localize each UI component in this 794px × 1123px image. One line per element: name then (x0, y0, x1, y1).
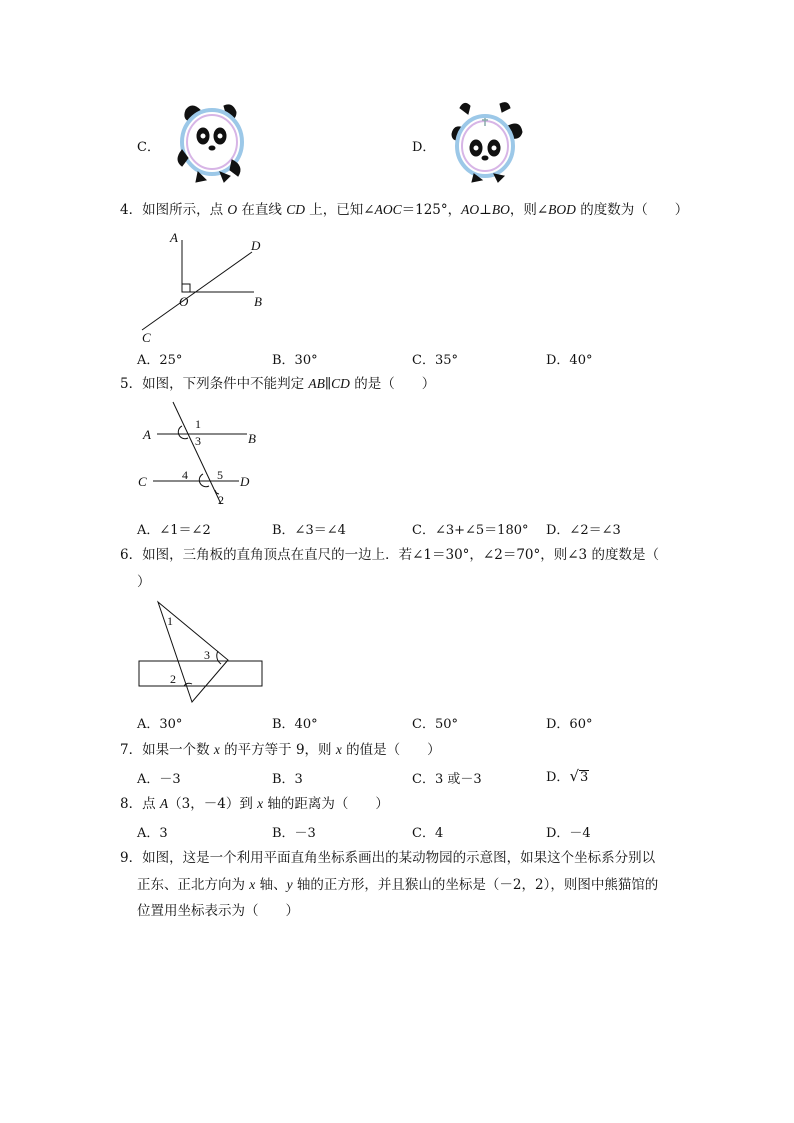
q3-option-d-label: D． (412, 140, 436, 155)
q5-option-d[interactable]: D．∠2＝∠3 (546, 523, 621, 538)
q6-option-a[interactable]: A．30° (137, 717, 183, 732)
angle-5-label: 5 (217, 468, 223, 482)
angle-1-label: 1 (167, 614, 173, 628)
angle-3-label: 3 (195, 434, 201, 448)
q8-option-a[interactable]: A．3 (137, 826, 168, 841)
q3-option-c-mascot-image (172, 100, 252, 188)
label-d: D (240, 474, 250, 489)
q5-option-c[interactable]: C．∠3+∠5＝180° (412, 523, 529, 538)
question-9-stem-line1: 9．如图，这是一个利用平面直角坐标系画出的某动物园的示意图，如果这个坐标系分别以 (120, 850, 656, 866)
q7-option-c[interactable]: C．3 或－3 (412, 772, 482, 787)
label-c: C (138, 474, 147, 489)
q4-option-b[interactable]: B．30° (272, 353, 318, 368)
angle-arc-upper (178, 426, 188, 439)
label-b: B (254, 294, 262, 309)
question-9-stem-line2: 正东、正北方向为 x 轴、y 轴的正方形，并且猴山的坐标是（－2，2），则图中熊猫馆的 (137, 877, 659, 893)
q4-option-a[interactable]: A．25° (137, 353, 183, 368)
question-6-figure (136, 598, 266, 708)
q6-option-c[interactable]: C．50° (412, 717, 458, 732)
right-angle-mark (182, 284, 190, 292)
q3-option-c-label: C． (137, 140, 160, 155)
q8-option-b[interactable]: B．－3 (272, 826, 316, 841)
question-5-figure (135, 398, 265, 514)
question-4-stem: 4．如图所示，点 O 在直线 CD 上，已知∠AOC＝125°，AO⊥BO，则∠BOD 的度数为（ ） (120, 202, 689, 218)
q7-option-a[interactable]: A．－3 (137, 772, 181, 787)
q7-option-d[interactable]: D．√3 (546, 767, 589, 785)
question-7-stem: 7．如果一个数 x 的平方等于 9，则 x 的值是（ ） (120, 742, 441, 758)
q4-option-d[interactable]: D．40° (546, 353, 593, 368)
label-o: O (179, 294, 189, 309)
q8-option-d[interactable]: D．－4 (546, 826, 591, 841)
ruler (139, 661, 262, 686)
q6-option-b[interactable]: B．40° (272, 717, 318, 732)
question-4-figure (130, 224, 280, 348)
angle-2-label: 2 (218, 493, 224, 507)
angle-2-label: 2 (170, 672, 176, 686)
q5-option-b[interactable]: B．∠3＝∠4 (272, 523, 346, 538)
angle-1-label: 1 (195, 417, 201, 431)
q3-option-d-mascot-image (444, 98, 528, 188)
label-a: A (170, 230, 178, 245)
question-5-stem: 5．如图，下列条件中不能判定 AB∥CD 的是（ ） (120, 376, 436, 392)
label-b: B (248, 431, 256, 446)
question-6-stem-line2: ） (137, 574, 151, 590)
q5-option-a[interactable]: A．∠1＝∠2 (137, 523, 211, 538)
label-d: D (251, 238, 261, 253)
label-c: C (142, 330, 151, 344)
line-cd (142, 252, 252, 330)
q7-option-b[interactable]: B．3 (272, 772, 303, 787)
angle-4-label: 4 (182, 468, 188, 482)
question-6-stem-line1: 6．如图，三角板的直角顶点在直尺的一边上．若∠1＝30°，∠2＝70°，则∠3 的度数是（ (120, 547, 659, 563)
angle-3-label: 3 (204, 648, 210, 662)
question-8-stem: 8．点 A（3，－4）到 x 轴的距离为（ ） (120, 796, 389, 812)
label-a: A (143, 427, 151, 442)
question-9-stem-line3: 位置用坐标表示为（ ） (137, 903, 299, 919)
q8-option-c[interactable]: C．4 (412, 826, 444, 841)
q4-option-c[interactable]: C．35° (412, 353, 458, 368)
sqrt-radicand: 3 (580, 770, 589, 785)
q6-option-d[interactable]: D．60° (546, 717, 593, 732)
